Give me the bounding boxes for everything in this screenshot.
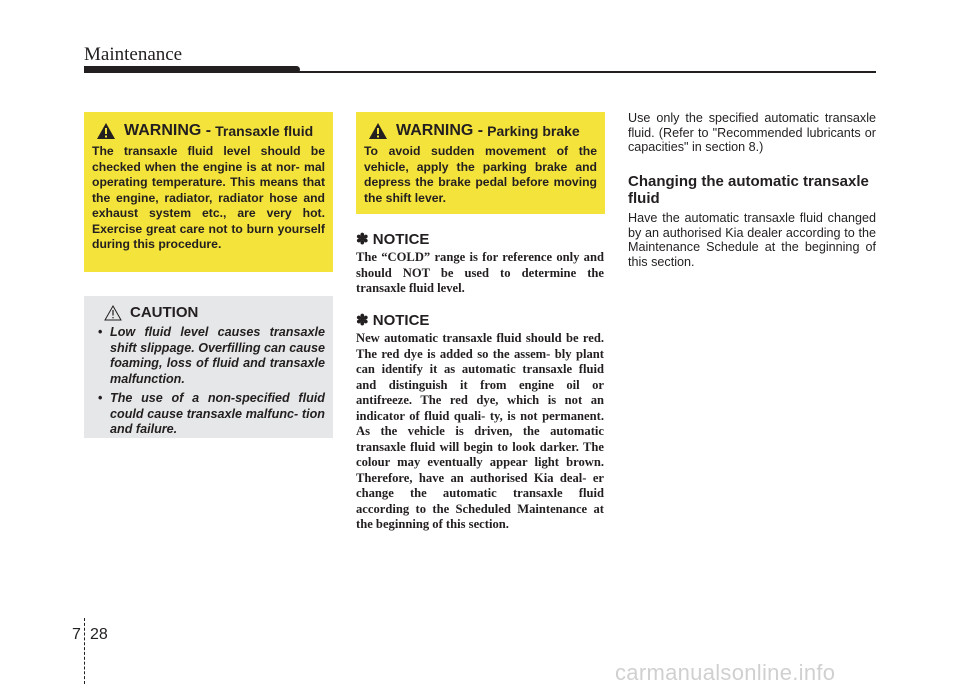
notice-title: ✽ NOTICE [356, 231, 430, 248]
footer-divider [84, 618, 86, 684]
warning-triangle-icon [96, 122, 116, 140]
header-rule-thin [84, 71, 876, 73]
warning-label: WARNING - [396, 122, 484, 139]
caution-title: CAUTION [130, 304, 199, 321]
notice-text: The “COLD” range is for reference only and should NOT be used to determine the transaxle fluid level. [356, 250, 604, 295]
section-heading: Changing the automatic transaxle fluid [628, 173, 869, 207]
warning-parking-brake-box [356, 112, 605, 214]
warning-body-text: The transaxle fluid level should be checked when the engine is at nor- mal operating temperature. This means that the engine, radiator, radiator hose and exhaust system etc., are very hot. Exercise great care not to burn yourself during this procedure. [92, 144, 325, 251]
caution-item: • Low fluid level causes transaxle shift slippage. Overfilling can cause foaming, loss of fluid and transaxle malfunction. [94, 325, 325, 387]
caution-triangle-icon [104, 305, 122, 321]
warning-body-text: To avoid sudden movement of the vehicle, apply the parking brake and depress the brake pedal before moving the shift lever. [364, 144, 597, 205]
notice-title: ✽ NOTICE [356, 312, 430, 329]
warning-header [368, 122, 597, 140]
warning-subject: Parking brake [487, 123, 580, 139]
watermark-text: carmanualsonline.info [615, 660, 836, 685]
warning-subject: Transaxle fluid [215, 123, 314, 139]
caution-header [104, 304, 325, 321]
warning-transaxle-fluid-box [84, 112, 333, 272]
fluid-change-paragraph: Have the automatic transaxle fluid changed by an authorised Kia dealer according to the Maintenance Schedule at the beginning of this section. [628, 211, 876, 269]
fluid-spec-paragraph: Use only the specified automatic transaxle fluid. (Refer to "Recommended lubricants or capacities" in section 8.) [628, 111, 876, 155]
page-header-title: Maintenance [84, 44, 183, 65]
caution-list [94, 325, 325, 438]
warning-triangle-icon [368, 122, 388, 140]
page-number: 28 [90, 626, 108, 643]
notice-text: New automatic transaxle fluid should be red. The red dye is added so the assem- bly plant can identify it as automatic transaxle fluid and distinguish it from engine oil or antifreeze. The red dye, which is not an indicator of fluid quali- ty, is not permanent. As the vehicle is driven, the automatic transaxle fluid will begin to look darker. The colour may eventually appear light brown. Therefore, have an authorised Kia deal- er change the automatic transaxle fluid according to the Scheduled Maintenance at the beginning of this section. [356, 331, 604, 531]
chapter-number: 7 [72, 626, 81, 643]
caution-box [84, 296, 333, 438]
warning-header [96, 122, 325, 140]
caution-item: • The use of a non-specified fluid could cause transaxle malfunc- tion and failure. [94, 391, 325, 438]
warning-label: WARNING - [124, 122, 212, 139]
